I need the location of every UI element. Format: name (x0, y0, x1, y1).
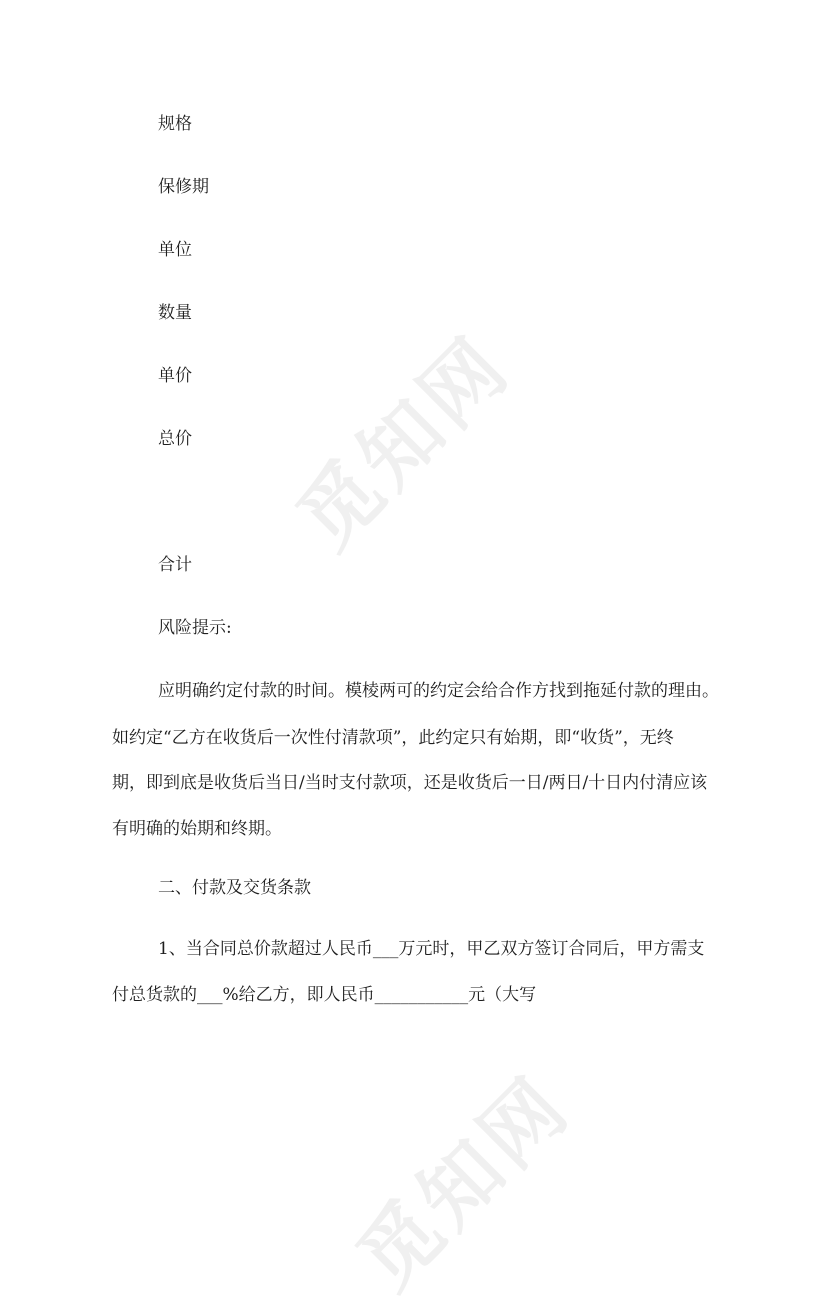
clause-line: 1、当合同总价款超过人民币___万元时，甲乙双方签订合同后，甲方需支 (158, 939, 705, 959)
clause-line: 付总货款的___%给乙方，即人民币___________元（大写 (112, 985, 537, 1005)
watermark: 觅知网 (279, 318, 529, 567)
risk-paragraph-line: 应明确约定付款的时间。模棱两可的约定会给合作方找到拖延付款的理由。 (158, 681, 719, 701)
total-label: 合计 (158, 555, 192, 575)
item-unit: 单位 (158, 240, 192, 260)
risk-paragraph-line: 有明确的始期和终期。 (112, 819, 282, 839)
risk-paragraph-line: 如约定“乙方在收货后一次性付清款项”，此约定只有始期，即“收货”，无终 (112, 728, 674, 748)
risk-paragraph-line: 期，即到底是收货后当日/当时支付款项，还是收货后一日/两日/十日内付清应该 (112, 773, 708, 793)
section-title: 二、付款及交货条款 (158, 878, 311, 898)
item-warranty: 保修期 (158, 177, 209, 197)
watermark: 觅知网 (339, 1058, 589, 1307)
item-spec: 规格 (158, 114, 192, 134)
item-quantity: 数量 (158, 303, 192, 323)
item-unit-price: 单价 (158, 366, 192, 386)
item-total-price: 总价 (158, 429, 192, 449)
risk-title: 风险提示: (158, 618, 232, 638)
